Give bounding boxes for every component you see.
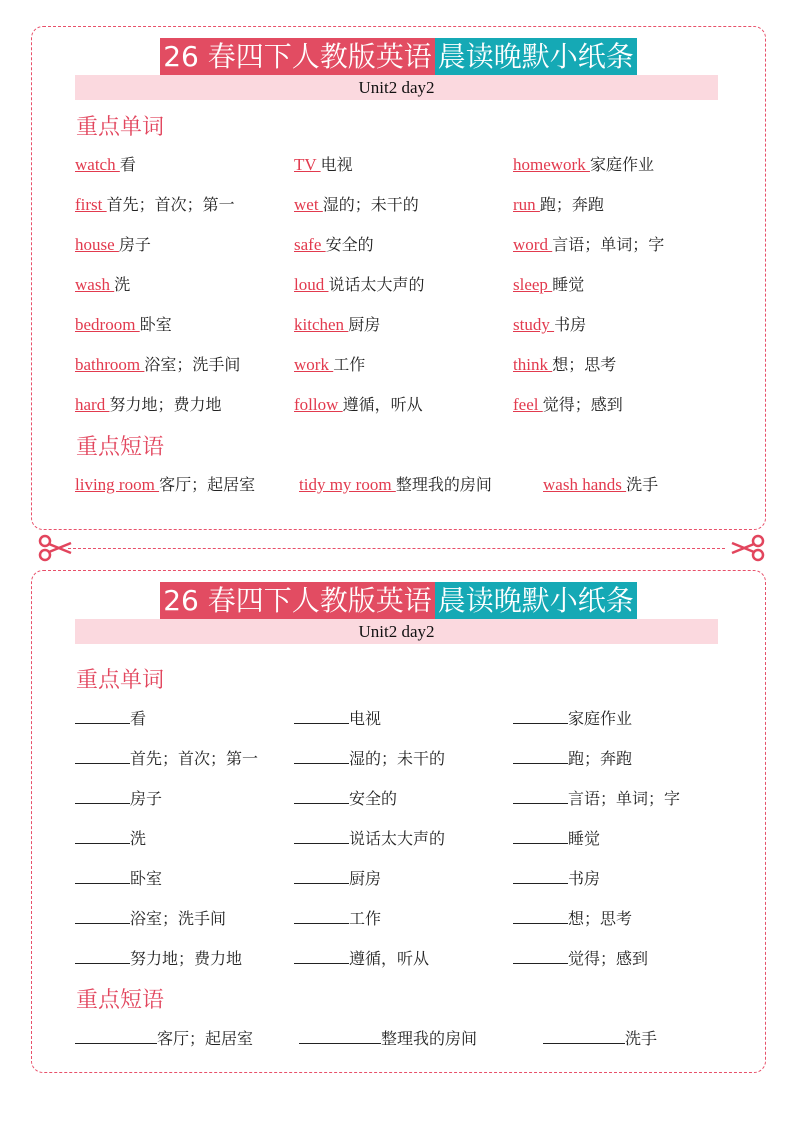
- word-english: TV: [294, 155, 321, 174]
- answer-blank[interactable]: [294, 707, 349, 724]
- word-english: house: [75, 235, 119, 254]
- word-item: [294, 314, 380, 336]
- word-chinese: 说话太大声的: [349, 829, 446, 848]
- phrase-item: [299, 1027, 477, 1050]
- word-english: wash: [75, 275, 115, 294]
- word-item: [513, 194, 604, 216]
- word-chinese: 厨房: [349, 869, 382, 888]
- word-item: [75, 827, 146, 850]
- answer-blank[interactable]: [75, 707, 130, 724]
- word-item: [75, 907, 226, 930]
- phrase-item: [299, 474, 492, 496]
- phrase-english: living room: [75, 475, 160, 494]
- answer-blank[interactable]: [513, 947, 568, 964]
- subtitle: Unit2 day2: [75, 619, 718, 644]
- word-item: [294, 394, 423, 416]
- practice-card: [31, 570, 766, 1073]
- word-item: [513, 154, 654, 176]
- page-title: [32, 582, 765, 620]
- word-item: [75, 867, 162, 890]
- word-english: homework: [513, 155, 590, 174]
- word-chinese: 安全的: [325, 235, 374, 254]
- word-chinese: 遵循，听从: [349, 949, 430, 968]
- answer-blank[interactable]: [294, 787, 349, 804]
- word-item: [75, 747, 258, 770]
- word-chinese: 工作: [333, 355, 366, 374]
- word-chinese: 觉得；感到: [568, 949, 649, 968]
- word-item: [75, 234, 151, 256]
- word-item: [75, 194, 235, 216]
- word-chinese: 觉得；感到: [542, 395, 623, 414]
- subtitle: Unit2 day2: [75, 75, 718, 100]
- answer-blank[interactable]: [75, 827, 130, 844]
- word-item: [513, 354, 616, 376]
- word-english: watch: [75, 155, 120, 174]
- word-item: [294, 154, 353, 176]
- word-chinese: 电视: [349, 709, 382, 728]
- answer-blank[interactable]: [75, 907, 130, 924]
- title-part1: 26 春四下人教版英语: [160, 582, 435, 620]
- word-chinese: 书房: [554, 315, 587, 334]
- word-english: kitchen: [294, 315, 349, 334]
- phrase-item: [543, 474, 658, 496]
- phrase-item: [75, 474, 255, 496]
- word-english: bedroom: [75, 315, 140, 334]
- word-chinese: 卧室: [139, 315, 172, 334]
- word-english: first: [75, 195, 107, 214]
- word-item: [513, 394, 623, 416]
- title-part1: 26 春四下人教版英语: [160, 38, 435, 76]
- words-heading: 重点单词: [76, 668, 165, 693]
- word-item: [294, 707, 381, 730]
- word-english: loud: [294, 275, 329, 294]
- answer-blank[interactable]: [294, 747, 349, 764]
- word-item: [75, 947, 242, 970]
- word-item: [513, 747, 632, 770]
- word-chinese: 首先；首次；第一: [106, 195, 235, 214]
- word-english: work: [294, 355, 334, 374]
- word-item: [513, 787, 680, 810]
- word-english: follow: [294, 395, 343, 414]
- word-item: [513, 234, 664, 256]
- answer-blank[interactable]: [513, 787, 568, 804]
- word-chinese: 首先；首次；第一: [130, 749, 259, 768]
- answer-blank[interactable]: [75, 747, 130, 764]
- answer-blank[interactable]: [513, 867, 568, 884]
- word-item: [294, 354, 365, 376]
- word-item: [513, 274, 584, 296]
- title-part2: 晨读晚默小纸条: [435, 38, 637, 76]
- word-item: [75, 154, 136, 176]
- word-item: [294, 867, 381, 890]
- words-heading: 重点单词: [76, 115, 165, 140]
- word-chinese: 浴室；洗手间: [144, 355, 241, 374]
- word-english: bathroom: [75, 355, 145, 374]
- word-chinese: 房子: [130, 789, 163, 808]
- word-english: word: [513, 235, 553, 254]
- word-item: [75, 394, 221, 416]
- word-chinese: 家庭作业: [589, 155, 654, 174]
- word-item: [75, 314, 172, 336]
- phrases-heading: 重点短语: [76, 988, 165, 1013]
- word-english: study: [513, 315, 555, 334]
- word-chinese: 说话太大声的: [328, 275, 425, 294]
- answer-blank[interactable]: [513, 707, 568, 724]
- word-item: [513, 947, 648, 970]
- phrases-heading: 重点短语: [76, 435, 165, 460]
- answer-blank[interactable]: [299, 1027, 381, 1044]
- title-part2: 晨读晚默小纸条: [435, 582, 637, 620]
- word-item: [75, 707, 146, 730]
- answer-blank[interactable]: [513, 827, 568, 844]
- word-item: [513, 867, 600, 890]
- answer-blank[interactable]: [294, 867, 349, 884]
- word-item: [75, 274, 130, 296]
- answer-blank[interactable]: [294, 947, 349, 964]
- answer-blank[interactable]: [75, 1027, 157, 1044]
- word-item: [513, 314, 586, 336]
- word-item: [294, 234, 374, 256]
- phrase-english: wash hands: [543, 475, 627, 494]
- phrase-chinese: 整理我的房间: [395, 475, 492, 494]
- word-item: [75, 354, 240, 376]
- word-chinese: 工作: [349, 909, 382, 928]
- word-item: [294, 827, 445, 850]
- word-chinese: 遵循，听从: [342, 395, 423, 414]
- phrase-chinese: 洗手: [625, 1029, 658, 1048]
- word-item: [294, 907, 381, 930]
- word-chinese: 跑；奔跑: [539, 195, 604, 214]
- answer-blank[interactable]: [513, 907, 568, 924]
- word-chinese: 看: [130, 709, 147, 728]
- word-chinese: 家庭作业: [568, 709, 633, 728]
- word-chinese: 睡觉: [568, 829, 601, 848]
- word-chinese: 浴室；洗手间: [130, 909, 227, 928]
- word-item: [294, 274, 425, 296]
- phrase-chinese: 整理我的房间: [381, 1029, 478, 1048]
- word-item: [294, 787, 397, 810]
- word-english: think: [513, 355, 553, 374]
- word-chinese: 努力地；费力地: [109, 395, 222, 414]
- phrase-item: [543, 1027, 657, 1050]
- word-chinese: 安全的: [349, 789, 398, 808]
- word-english: feel: [513, 395, 543, 414]
- phrase-english: tidy my room: [299, 475, 396, 494]
- word-english: hard: [75, 395, 110, 414]
- scissors-icon: [731, 534, 765, 562]
- answer-blank[interactable]: [75, 947, 130, 964]
- answer-blank[interactable]: [75, 787, 130, 804]
- word-chinese: 洗: [114, 275, 131, 294]
- word-item: [294, 747, 445, 770]
- word-item: [294, 194, 419, 216]
- word-chinese: 卧室: [130, 869, 163, 888]
- word-chinese: 洗: [130, 829, 147, 848]
- word-item: [75, 787, 162, 810]
- answer-card: [31, 26, 766, 530]
- word-chinese: 想；思考: [552, 355, 617, 374]
- word-english: safe: [294, 235, 326, 254]
- answer-blank[interactable]: [513, 747, 568, 764]
- word-chinese: 电视: [320, 155, 353, 174]
- word-english: sleep: [513, 275, 553, 294]
- word-chinese: 书房: [568, 869, 601, 888]
- word-chinese: 跑；奔跑: [568, 749, 633, 768]
- word-chinese: 睡觉: [552, 275, 585, 294]
- word-chinese: 努力地；费力地: [130, 949, 243, 968]
- word-english: wet: [294, 195, 323, 214]
- phrase-item: [75, 1027, 253, 1050]
- word-english: run: [513, 195, 540, 214]
- word-item: [294, 947, 429, 970]
- word-chinese: 厨房: [348, 315, 381, 334]
- word-item: [513, 707, 632, 730]
- page-title: [32, 38, 765, 76]
- phrase-chinese: 客厅；起居室: [159, 475, 256, 494]
- answer-blank[interactable]: [294, 827, 349, 844]
- word-chinese: 看: [119, 155, 136, 174]
- scissors-icon: [38, 534, 72, 562]
- phrase-chinese: 客厅；起居室: [157, 1029, 254, 1048]
- word-chinese: 湿的；未干的: [349, 749, 446, 768]
- word-chinese: 言语；单词；字: [568, 789, 681, 808]
- answer-blank[interactable]: [294, 907, 349, 924]
- word-chinese: 房子: [118, 235, 151, 254]
- answer-blank[interactable]: [543, 1027, 625, 1044]
- word-item: [513, 827, 600, 850]
- word-chinese: 想；思考: [568, 909, 633, 928]
- word-chinese: 言语；单词；字: [552, 235, 665, 254]
- phrase-chinese: 洗手: [626, 475, 659, 494]
- word-item: [513, 907, 632, 930]
- cut-line: [68, 548, 725, 549]
- word-chinese: 湿的；未干的: [322, 195, 419, 214]
- answer-blank[interactable]: [75, 867, 130, 884]
